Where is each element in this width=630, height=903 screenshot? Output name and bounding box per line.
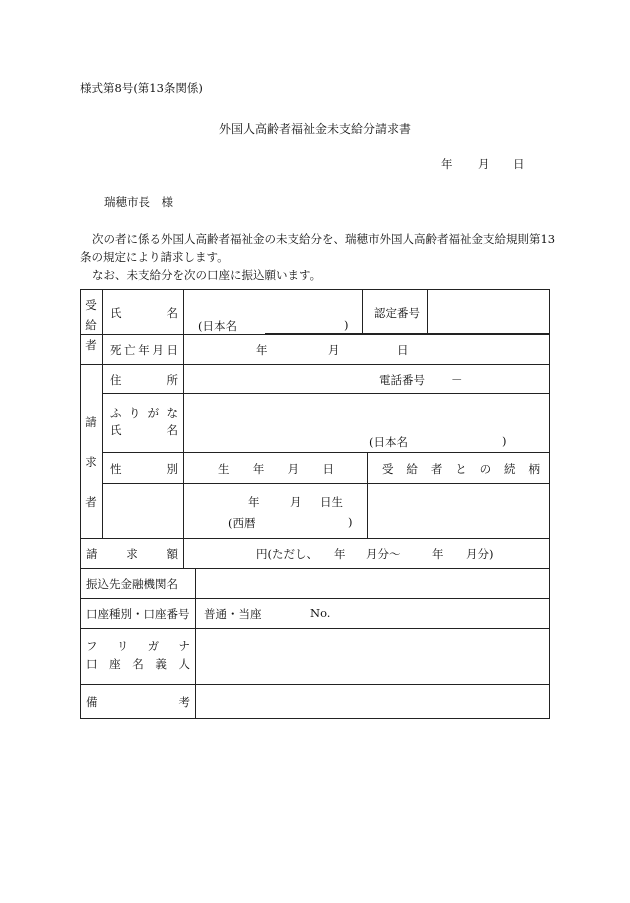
account-no-label: No. — [310, 606, 331, 620]
gender-field[interactable] — [104, 485, 182, 537]
claimant-name-label: 氏 名 — [110, 423, 178, 437]
certification-number-field[interactable] — [429, 291, 547, 331]
address-field[interactable] — [184, 366, 364, 391]
remarks-field[interactable] — [197, 686, 547, 716]
form-number: 様式第8号(第13条関係) — [80, 81, 203, 95]
bank-institution-field[interactable] — [197, 570, 547, 596]
seireki-close: ) — [348, 515, 353, 529]
address-label: 住 所 — [110, 373, 178, 387]
account-holder-label: 口 座 名 義 人 — [86, 657, 190, 671]
death-year-label: 年 — [256, 343, 268, 357]
death-date-label: 死 亡 年 月 日 — [110, 343, 178, 357]
birth-day-suffix: 日生 — [320, 495, 343, 509]
bank-institution-label: 振込先金融機関名 — [86, 577, 178, 591]
certification-number-label: 認定番号 — [374, 306, 420, 320]
recipient-name-label: 氏 名 — [110, 306, 178, 320]
seireki-open: (西暦 — [228, 516, 256, 530]
date-month-label: 月 — [478, 157, 490, 171]
birth-date-header: 生 年 月 日 — [218, 462, 334, 476]
account-label: 口座種別・口座番号 — [86, 607, 190, 621]
date-day-label: 日 — [513, 157, 525, 171]
claimant-japanese-name-open: (日本名 — [369, 435, 408, 449]
account-holder-field[interactable] — [197, 630, 547, 682]
claim-month-from: 月分～ — [366, 547, 401, 561]
gender-label: 性 別 — [110, 462, 178, 476]
death-month-label: 月 — [328, 343, 340, 357]
relation-header: 受 給 者 と の 続 柄 — [382, 462, 540, 476]
relation-field[interactable] — [369, 485, 547, 537]
date-year-label: 年 — [441, 157, 453, 171]
remarks-label: 備 考 — [86, 695, 190, 709]
claim-year-from: 年 — [334, 547, 346, 561]
claimant-japanese-name-close: ) — [502, 434, 507, 448]
claimant-group-label: 請 求 者 — [85, 415, 97, 509]
recipient-group-label: 受 給 者 — [85, 298, 97, 352]
request-text — [80, 230, 560, 284]
claimant-furigana-label: ふ り が な — [110, 406, 178, 420]
account-type: 普通・当座 — [204, 607, 262, 621]
birth-month-label: 月 — [290, 495, 302, 509]
phone-dash: － — [451, 373, 463, 387]
request-paragraph-1: 次の者に係る外国人高齢者福祉金の未支給分を、瑞穂市外国人高齢者福祉金支給規則第13条の規定により請求します。 — [80, 232, 556, 264]
birth-year-label: 年 — [248, 495, 260, 509]
claim-yen: 円(ただし、 — [256, 547, 318, 561]
recipient-name-field[interactable] — [184, 291, 362, 331]
form-title: 外国人高齢者福祉金未支給分請求書 — [218, 122, 411, 136]
claim-month-to: 月分) — [466, 547, 494, 561]
claim-year-to: 年 — [432, 547, 444, 561]
request-paragraph-2: なお、未支給分を次の口座に振込願います。 — [92, 268, 322, 282]
holder-furigana-label: フ リ ガ ナ — [86, 639, 190, 653]
claimant-name-field[interactable] — [184, 395, 548, 435]
addressee: 瑞穂市長 様 — [104, 195, 173, 209]
recipient-japanese-name-close: ) — [344, 318, 349, 332]
death-day-label: 日 — [397, 343, 409, 357]
phone-number-label: 電話番号 — [379, 373, 425, 387]
claim-form-table — [80, 289, 550, 719]
claim-amount-label: 請 求 額 — [86, 547, 178, 561]
recipient-japanese-name-open: (日本名 — [198, 319, 237, 333]
